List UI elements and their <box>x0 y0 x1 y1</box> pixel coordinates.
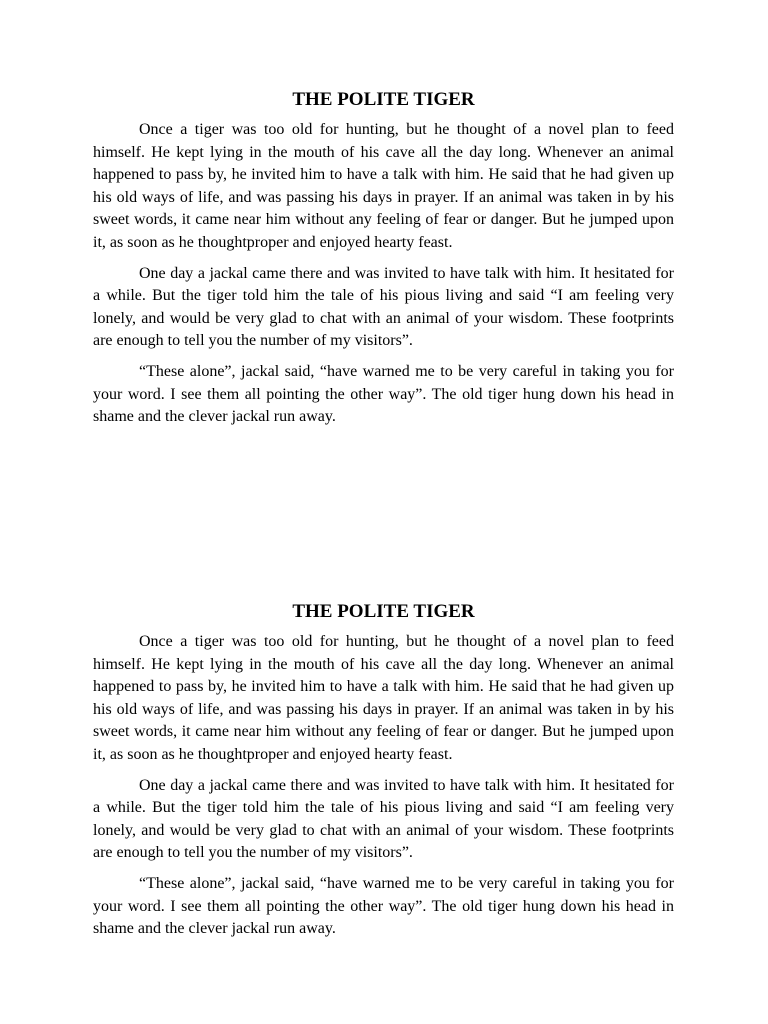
story-title: THE POLITE TIGER <box>292 601 475 622</box>
story-title: THE POLITE TIGER <box>292 89 475 110</box>
story-paragraph: “These alone”, jackal said, “have warned me to be very careful in taking you for your word. I see them all pointing the other way”. The old tiger hung down his head in shame and the clever jackal run away. <box>93 874 674 938</box>
story-section <box>93 89 674 437</box>
story-paragraph: Once a tiger was too old for hunting, but he thought of a novel plan to feed himself. He kept lying in the mouth of his cave all the day long. Whenever an animal happened to pass by, he invited him to have a talk with him. He said that he had given up his old ways of life, and was passing his days in prayer. If an animal was taken in by his sweet words, it came near him without any feeling of fear or danger. But he jumped upon it, as soon as he thoughtproper and enjoyed hearty feast. <box>93 121 674 251</box>
story-section <box>93 601 674 949</box>
story-paragraph: One day a jackal came there and was invited to have talk with him. It hesitated for a while. But the tiger told him the tale of his pious living and said “I am feeling very lonely, and would be very glad to chat with an animal of your wisdom. These footprints are enough to tell you the number of my visitors”. <box>93 264 674 350</box>
story-paragraph: Once a tiger was too old for hunting, but he thought of a novel plan to feed himself. He kept lying in the mouth of his cave all the day long. Whenever an animal happened to pass by, he invited him to have a talk with him. He said that he had given up his old ways of life, and was passing his days in prayer. If an animal was taken in by his sweet words, it came near him without any feeling of fear or danger. But he jumped upon it, as soon as he thoughtproper and enjoyed hearty feast. <box>93 633 674 763</box>
story-paragraph: One day a jackal came there and was invited to have talk with him. It hesitated for a while. But the tiger told him the tale of his pious living and said “I am feeling very lonely, and would be very glad to chat with an animal of your wisdom. These footprints are enough to tell you the number of my visitors”. <box>93 776 674 862</box>
story-paragraph: “These alone”, jackal said, “have warned me to be very careful in taking you for your word. I see them all pointing the other way”. The old tiger hung down his head in shame and the clever jackal run away. <box>93 362 674 426</box>
